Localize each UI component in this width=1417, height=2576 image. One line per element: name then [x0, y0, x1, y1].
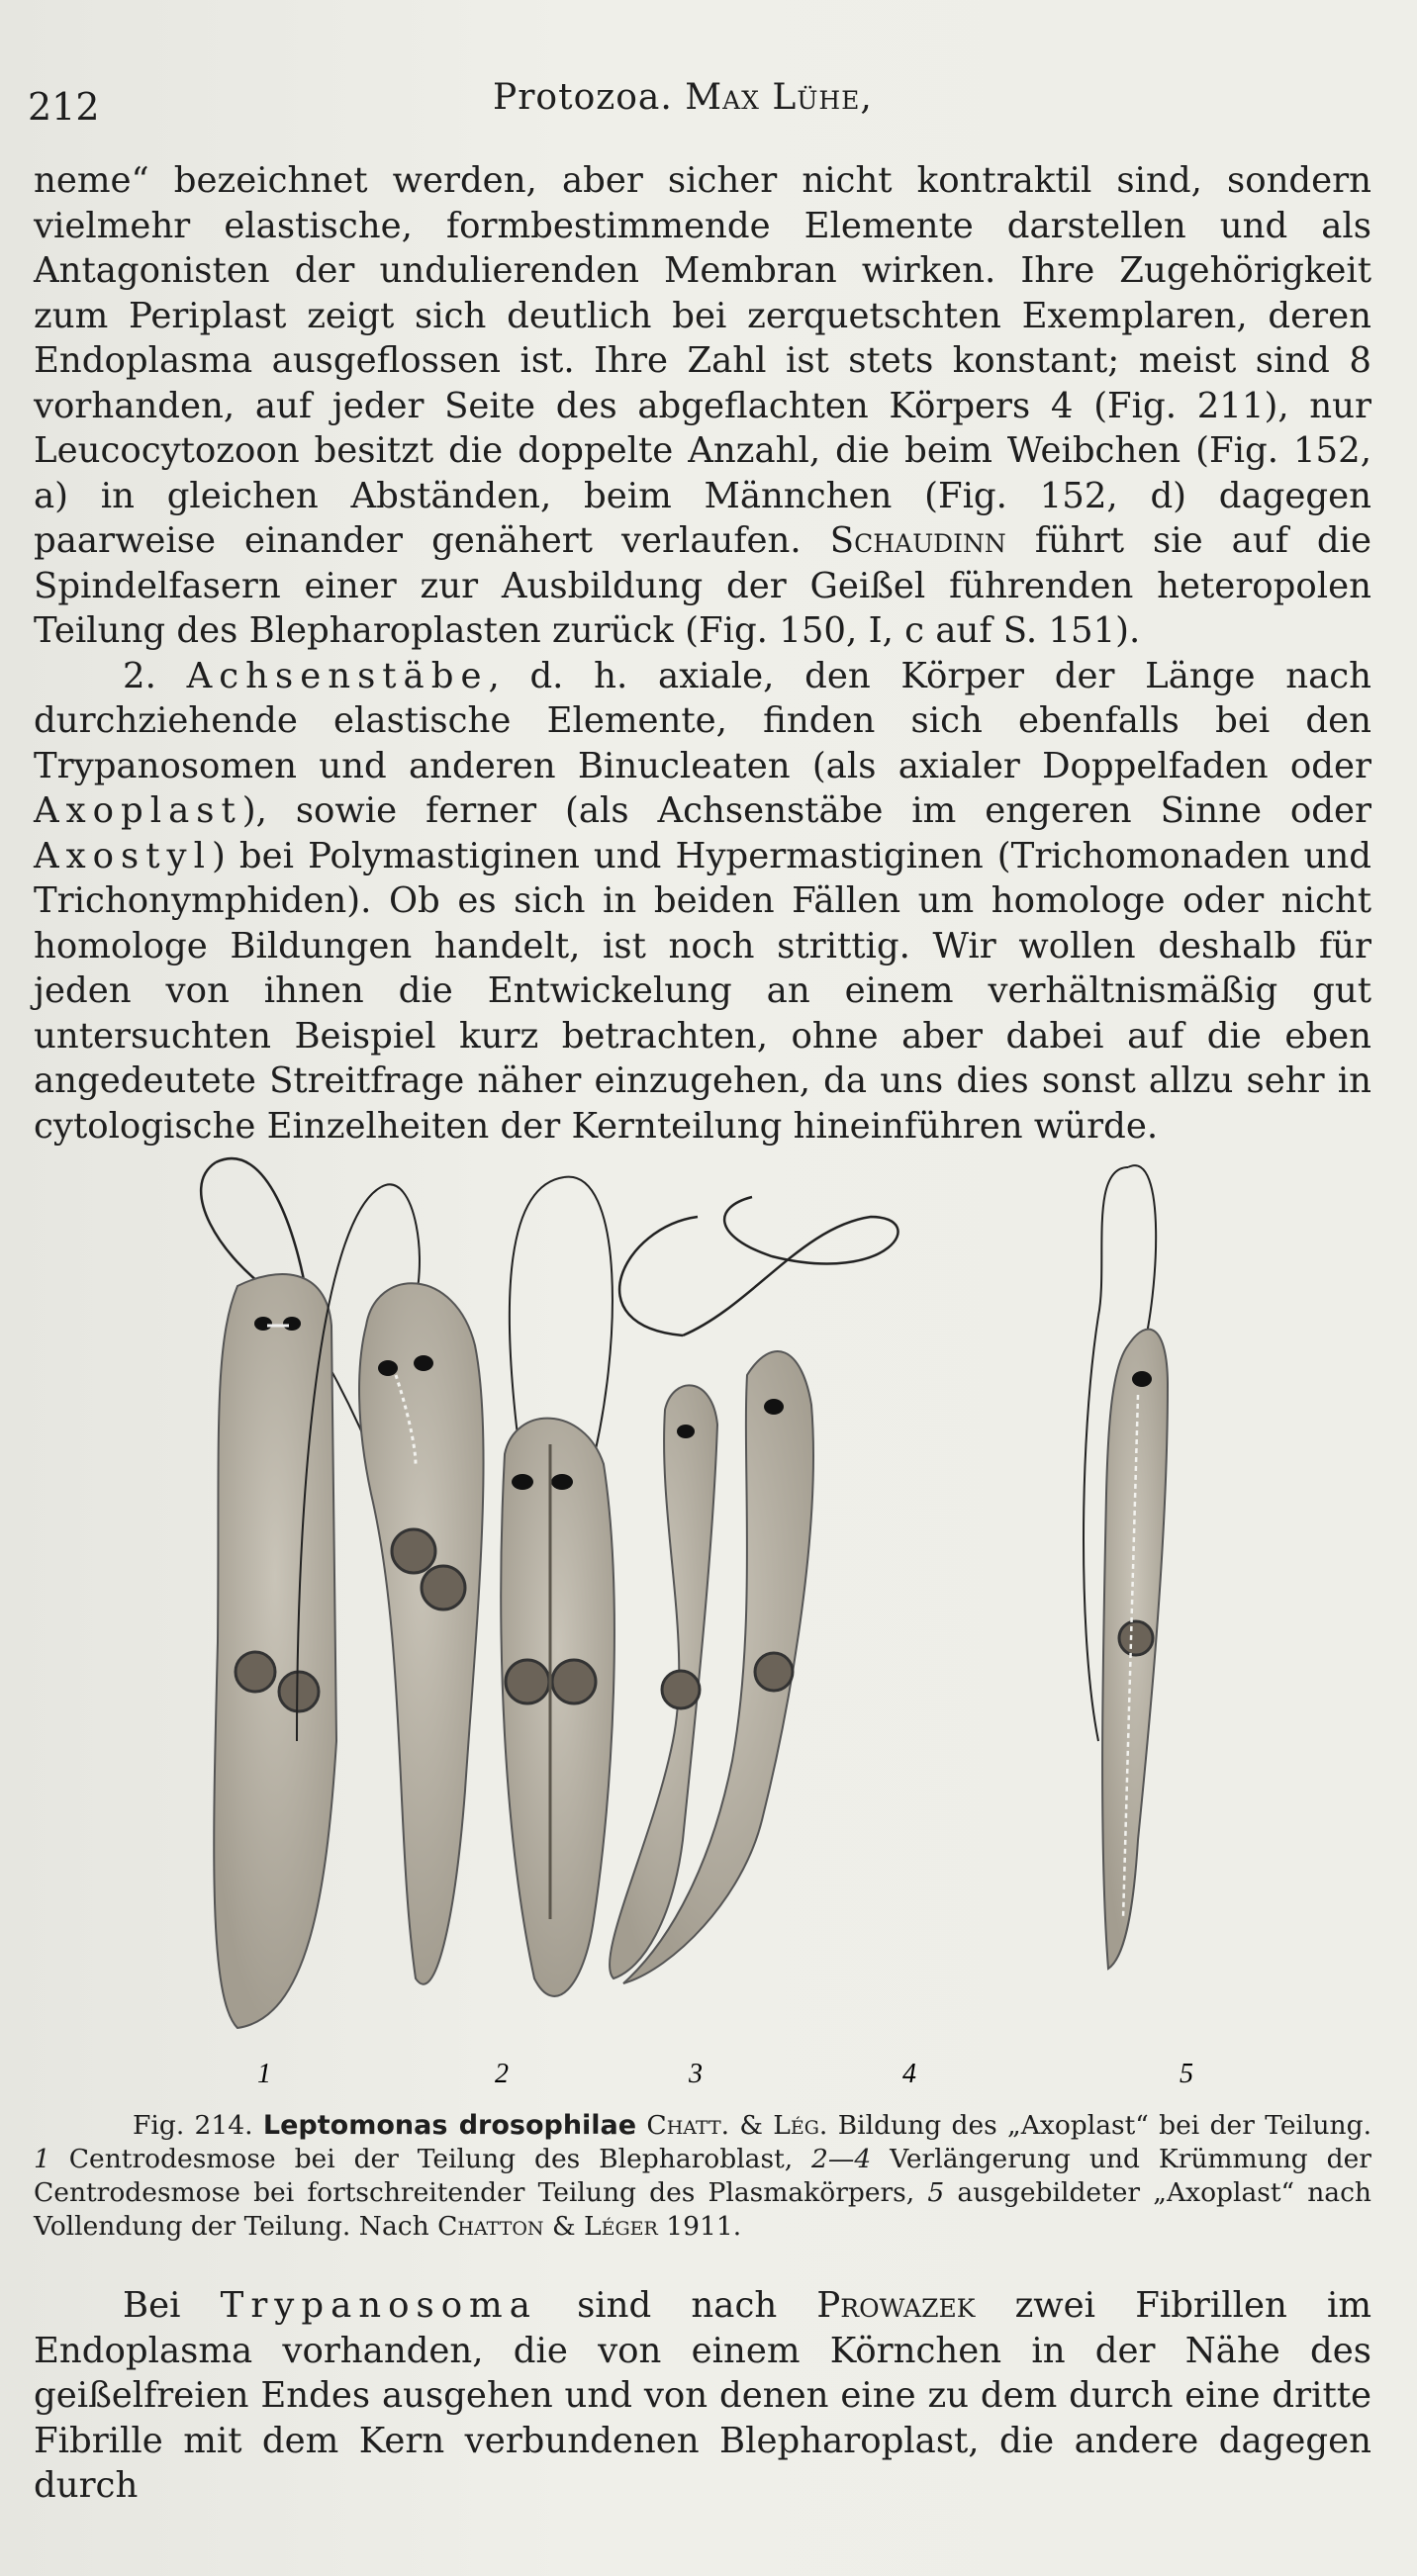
paragraph-2: [34, 654, 1371, 1150]
lower-text: [34, 2283, 1371, 2509]
cell-4: [610, 1197, 898, 1983]
running-head-author: Max Lühe,: [685, 77, 873, 118]
paragraph-2-text-a: , d. h. axiale, den Körper der Länge nach durchziehende elastische Elemente, finden sich ebenfalls bei den Trypanosomen und anderen Binucleaten (als axialer Doppelfaden oder: [34, 655, 1371, 786]
figure-label-1: 1: [257, 2059, 271, 2087]
author-name: Schaudinn: [829, 520, 1006, 561]
caption-num-3: 5: [927, 2177, 945, 2208]
term-trypanosoma: Trypanosoma: [220, 2285, 537, 2326]
page-number: 212: [28, 85, 100, 129]
figure-label-3: 3: [689, 2059, 703, 2087]
caption-fig-number: Fig. 214.: [133, 2110, 253, 2141]
page-header: [28, 77, 1383, 137]
caption-reference: Chatton & Léger: [437, 2211, 658, 2242]
paragraph-3-lead: Bei: [123, 2285, 181, 2326]
paragraph-1-text: neme“ bezeichnet werden, aber sicher nicht kontraktil sind, sondern vielmehr elastische, formbestimmende Elemente darstellen und als Antagonisten der undulierenden Membran wirken. Ihre Zugehörigkeit zum Periplast zeigt sich deutlich bei zerquetschten Exemplaren, deren Endoplasma ausgeflossen ist. Ihre Zahl ist stets konstant; meist sind 8 vorhanden, auf jeder Seite des abgeflachten Körpers 4 (Fig. 211), nur Leucocytozoon besitzt die doppelte Anzahl, die beim Weibchen (Fig. 152, a) in gleichen Abständen, beim Männchen (Fig. 152, d) dagegen paarweise einander genähert verlaufen.: [34, 160, 1371, 561]
caption-desc-2: Verlängerung und Krümmung der Centrodesmose bei fortschreitender Teilung des Plasmakörpers,: [34, 2144, 1371, 2208]
figure-label-4: 4: [902, 2059, 916, 2087]
paragraph-3-text-c: zwei Fibrillen im Endoplasma vorhanden, die von einem Körnchen in der Nähe des geißelfreien Endes ausgehen und von denen eine zu dem durch eine dritte Fibrille mit dem Kern verbundenen Blepharoplast, die andere dagegen durch: [34, 2285, 1372, 2506]
paragraph-3-text-b: sind nach: [577, 2285, 778, 2326]
paragraph-3: [34, 2283, 1371, 2509]
paragraph-2-text-b: ), sowie ferner (als Achsenstäbe im engeren Sinne oder: [241, 790, 1371, 831]
caption-num-2: 2—4: [811, 2144, 872, 2174]
figure-label-5: 5: [1180, 2059, 1193, 2087]
caption-desc-1: Centrodesmose bei der Teilung des Blepharoblast,: [68, 2144, 794, 2174]
term-axoplast: Axoplast: [34, 790, 242, 831]
caption-species: Leptomonas drosophilae: [262, 2110, 637, 2141]
author-prowazek: Prowazek: [816, 2285, 976, 2326]
caption-text-1: Bildung des „Axoplast“ bei der Teilung.: [837, 2110, 1371, 2141]
upper-text: [34, 158, 1371, 1149]
caption-authors: Chatt. & Lég.: [646, 2110, 828, 2141]
paragraph-2-text-c: ) bei Polymastiginen und Hypermastiginen (Trichomonaden und Trichonymphiden). Ob es sich in beiden Fällen um homologe oder nicht homologe Bildungen handelt, ist noch strittig. Wir wollen deshalb für jeden von ihnen die Entwickelung an einem verhältnismäßig gut untersuchten Beispiel kurz betrachten, ohne aber dabei auf die eben angedeutete Streitfrage näher einzugehen, da uns dies sonst allzu sehr in cytologische Einzelheiten der Kernteilung hineinführen würde.: [34, 835, 1371, 1147]
running-head-title: Protozoa.: [493, 77, 673, 118]
term-achsenstaebe: Achsenstäbe: [186, 655, 489, 696]
figure-caption: [34, 2109, 1371, 2244]
leptomonas-illustration: [158, 1148, 1247, 2087]
caption-num-1: 1: [34, 2144, 50, 2174]
paragraph-1-tail: führt sie auf die Spindelfasern einer zur Ausbildung der Geißel führenden heteropolen Teilung des Blepharoplasten zurück (Fig. 150, I, c auf S. 151).: [34, 520, 1371, 651]
caption-year: 1911.: [666, 2211, 742, 2242]
item-number: 2.: [123, 655, 156, 696]
figure-label-2: 2: [495, 2059, 509, 2087]
caption-text: [34, 2109, 1371, 2244]
caption-desc-3: ausgebildeter „Axoplast“ nach Vollendung der Teilung. Nach: [34, 2177, 1371, 2242]
figure-214: [158, 1148, 1247, 2087]
running-head: [493, 77, 873, 118]
cell-5: [1084, 1165, 1168, 1969]
term-axostyl: Axostyl: [34, 835, 212, 876]
cell-3: [501, 1177, 614, 1996]
paragraph-1: [34, 158, 1371, 654]
